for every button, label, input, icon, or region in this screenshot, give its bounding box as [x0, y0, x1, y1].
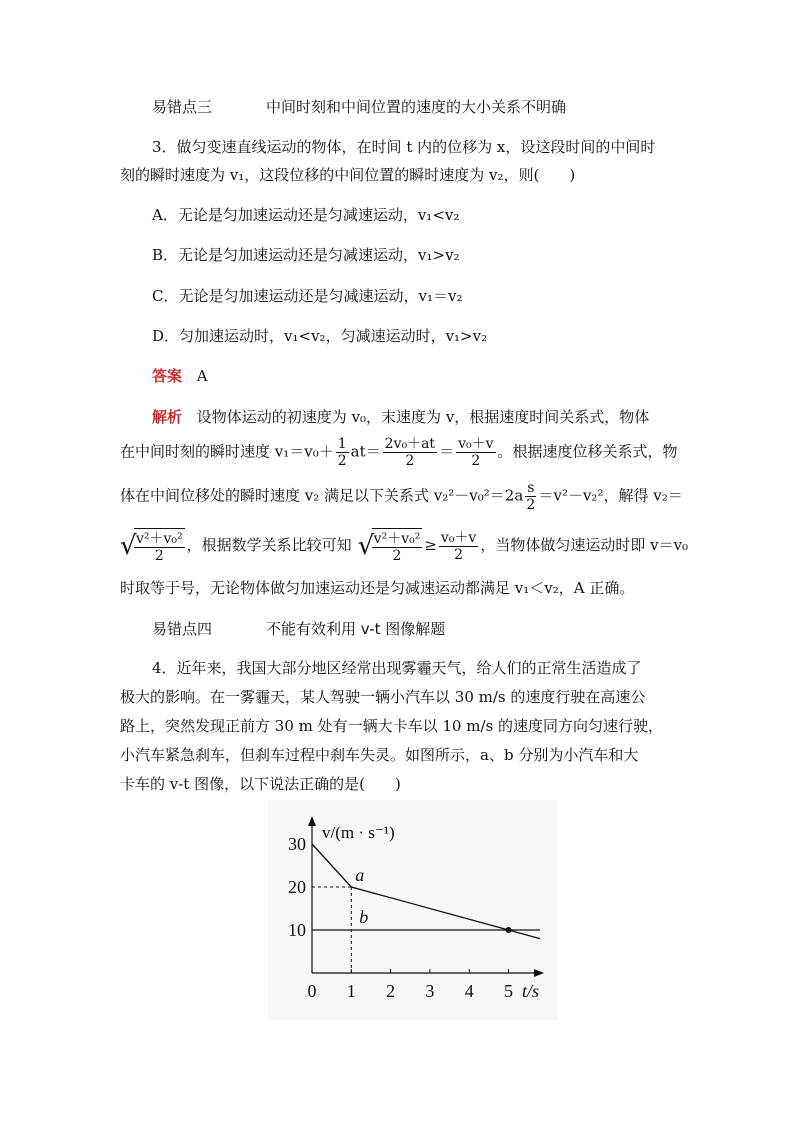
a4-ge: ≥	[424, 536, 437, 554]
series-label-b: b	[359, 907, 369, 927]
a2-pre: 在中间时刻的瞬时速度 v₁＝v₀＋	[120, 442, 334, 461]
q4-line2: 极大的影响。在一雾霾天，某人驾驶一辆小汽车以 30 m/s 的速度行驶在高速公	[120, 688, 646, 706]
analysis-label: 解析	[152, 408, 183, 426]
a4-post: ，当物体做匀速运动时即 v＝v₀	[480, 536, 689, 554]
q4-line3: 路上，突然发现正前方 30 m 处有一辆大卡车以 10 m/s 的速度同方向匀速行驶，	[120, 717, 663, 735]
frac-v0v	[456, 436, 495, 469]
frac-s2	[525, 480, 536, 513]
frac-a4-num: v₀＋v	[440, 529, 477, 546]
frac-s2-num: s	[527, 480, 535, 496]
a2-mid2: ＝	[439, 442, 455, 461]
section4-title: 不能有效利用 v-t 图像解题	[266, 620, 446, 638]
analysis-line5: 时取等于号，无论物体做匀加速运动还是匀减速运动都满足 v₁＜v₂，A 正确。	[120, 579, 635, 597]
answer-row	[152, 362, 712, 390]
a4-mid: ，根据数学关系比较可知	[186, 536, 352, 554]
sqrt-1-den: 2	[154, 548, 164, 564]
x-tick-label-0: 0	[307, 981, 317, 1001]
y-tick-label-30: 30	[288, 834, 306, 854]
sqrt-1	[120, 528, 187, 564]
x-tick-label-4: 4	[464, 981, 474, 1001]
frac-2v0	[383, 436, 437, 469]
frac-2v0-num: 2v₀＋at	[384, 436, 436, 452]
radical-sign-2: √	[357, 531, 375, 561]
frac-v0v-den: 2	[471, 453, 481, 469]
sqrt-2-den: 2	[392, 548, 402, 564]
section3-title: 中间时刻和中间位置的速度的大小关系不明确	[266, 98, 567, 116]
q3-option-a: A．无论是匀加速运动还是匀减速运动，v₁<v₂	[152, 206, 460, 224]
sqrt-2-frac	[372, 528, 423, 564]
answer-value: A	[196, 367, 208, 385]
frac-a4-den: 2	[454, 546, 464, 563]
series-label-a: a	[355, 865, 365, 885]
q3-line1: 3．做匀变速直线运动的物体，在时间 t 内的位移为 x，设这段时间的中间时	[152, 138, 656, 156]
answer-label: 答案	[152, 367, 183, 385]
x-tick-label-5: 5	[504, 981, 513, 1001]
analysis-text1: 设物体运动的初速度为 v₀，末速度为 v，根据速度时间关系式，物体	[196, 408, 650, 426]
analysis-line3	[120, 480, 683, 513]
q3-option-b: B．无论是匀加速运动还是匀减速运动，v₁>v₂	[152, 246, 460, 264]
sqrt-2-num: v²＋v₀²	[373, 531, 421, 547]
q3-option-c: C．无论是匀加速运动还是匀减速运动，v₁＝v₂	[152, 287, 463, 305]
frac-2v0-den: 2	[405, 453, 415, 469]
q4-line5: 卡车的 v-t 图像，以下说法正确的是( )	[120, 775, 401, 793]
intersection-point	[506, 927, 512, 933]
a3-pre: 体在中间位移处的瞬时速度 v₂ 满足以下关系式 v₂²－v₀²＝2a	[120, 486, 524, 505]
vt-chart	[268, 800, 558, 1020]
y-axis-label: v/(m · s⁻¹)	[322, 823, 395, 842]
x-axis-label: t/s	[522, 981, 540, 1001]
analysis-line4	[120, 528, 689, 564]
a2-post: 。根据速度位移关系式，物	[497, 442, 678, 461]
frac-half-den: 2	[337, 453, 347, 469]
section3-label: 易错点三	[152, 98, 213, 116]
sqrt-1-frac	[134, 528, 185, 564]
frac-a4	[439, 530, 478, 563]
y-tick-label-20: 20	[288, 877, 306, 897]
section4-label: 易错点四	[152, 620, 213, 638]
radical-sign: √	[120, 531, 137, 561]
a2-mid1: at＝	[350, 442, 381, 461]
x-tick-label-1: 1	[346, 981, 356, 1001]
frac-half	[336, 436, 349, 469]
sqrt-2	[358, 528, 425, 564]
q3-option-d: D．匀加速运动时，v₁<v₂，匀减速运动时，v₁>v₂	[152, 327, 488, 345]
frac-s2-den: 2	[526, 497, 536, 513]
analysis-line2	[120, 436, 680, 469]
q3-line2: 刻的瞬时速度为 v₁，这段位移的中间位置的瞬时速度为 v₂，则( )	[120, 166, 576, 184]
frac-v0v-num: v₀＋v	[458, 436, 494, 452]
sqrt-1-num: v²＋v₀²	[136, 531, 183, 547]
a3-post: ＝v²－v₂²，解得 v₂＝	[538, 486, 683, 505]
y-tick-label-10: 10	[288, 920, 306, 940]
analysis-line1	[152, 403, 712, 431]
frac-half-num: 1	[337, 436, 347, 452]
q4-line1: 4．近年来，我国大部分地区经常出现雾霾天气，给人们的正常生活造成了	[152, 659, 642, 677]
x-tick-label-3: 3	[425, 981, 435, 1001]
x-tick-label-2: 2	[386, 981, 396, 1001]
q4-line4: 小汽车紧急刹车，但刹车过程中刹车失灵。如图所示，a、b 分别为小汽车和大	[120, 746, 639, 764]
